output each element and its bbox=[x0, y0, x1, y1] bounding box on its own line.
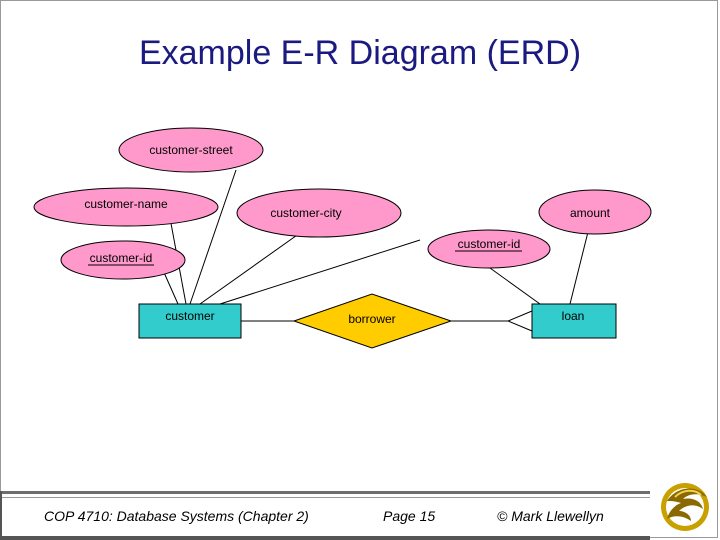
attribute-loan-id-label: customer-id bbox=[457, 237, 521, 251]
entity-customer-label: customer bbox=[165, 309, 215, 323]
entity-customer bbox=[139, 304, 241, 338]
attribute-customer-name-label: customer-name bbox=[84, 197, 168, 211]
attribute-customer-street-label: customer-street bbox=[149, 143, 233, 157]
attribute-customer-name bbox=[34, 188, 218, 226]
crowfoot-upper bbox=[508, 311, 532, 321]
slide-footer bbox=[0, 491, 720, 540]
attribute-customer-id bbox=[61, 241, 185, 279]
relationship-borrower bbox=[294, 294, 451, 348]
attribute-loan-id bbox=[428, 230, 550, 268]
crowfoot-lower bbox=[508, 321, 532, 331]
line-amount-loan bbox=[570, 232, 588, 304]
footer-course: COP 4710: Database Systems (Chapter 2) bbox=[44, 508, 309, 524]
line-loanid-loan bbox=[490, 268, 540, 304]
slide-title: Example E-R Diagram (ERD) bbox=[138, 34, 582, 72]
attribute-customer-city-label: customer-city bbox=[270, 206, 342, 220]
ucf-pegasus-logo-icon bbox=[655, 475, 713, 535]
attribute-customer-city bbox=[237, 189, 401, 237]
line-city-customer bbox=[200, 233, 300, 304]
entity-loan bbox=[532, 304, 616, 338]
footer-page-number: Page 15 bbox=[383, 508, 436, 524]
relationship-borrower-label: borrower bbox=[348, 312, 396, 326]
attribute-customer-id-label: customer-id bbox=[89, 251, 153, 265]
attribute-amount-label: amount bbox=[569, 206, 611, 220]
line-loanid-customer bbox=[220, 240, 420, 304]
attribute-amount bbox=[539, 190, 651, 234]
footer-author: © Mark Llewellyn bbox=[497, 508, 604, 524]
entity-loan-label: loan bbox=[561, 309, 585, 323]
attribute-customer-street bbox=[119, 128, 263, 172]
